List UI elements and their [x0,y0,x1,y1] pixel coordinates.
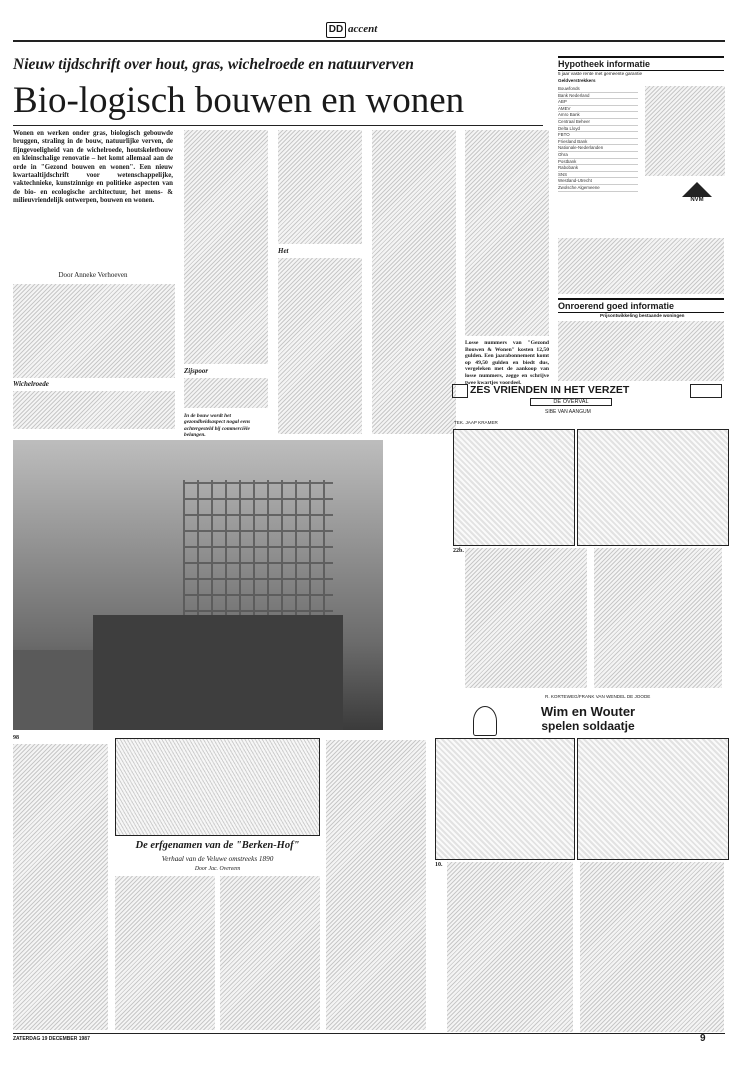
article-body-col2b [184,378,268,408]
story2-episode: 98 [13,735,19,741]
hypotheek-row-label: Centraal Beheer [558,118,590,124]
masthead-logo: DD accent [326,20,386,40]
hypotheek-row-label: ABP [558,99,567,105]
hypotheek-table [558,86,638,236]
hypotheek-row [558,93,638,100]
hypotheek-row [558,145,638,152]
footer-page-number: 9 [700,1033,706,1044]
comic2-panel-1 [435,738,575,860]
hypotheek-row-label: Bank Nederland [558,92,590,98]
comic2-header: R. KORTEWEG/FRANK VAN WENDEL DE JOODE [545,694,651,699]
hypotheek-row-label: AMEV [558,105,571,111]
hypotheek-notes [558,238,724,294]
subscription-quote: Losse nummers van "Gezond Bouwen & Wonen" kosten 12,50 gulden. Een jaarabonnement komt op 49,50 gulden en biedt dus, vergeleken met de aankoop van losse nummers, zegge en schrijve twee kwartjes voordeel. [465,340,549,386]
onroerend-goed-title: Onroerend goed informatie [558,298,724,313]
hypotheek-title: Hypotheek informatie [558,56,724,71]
comic2-text-left [447,862,573,1032]
story2-subtitle: Verhaal van de Veluwe omstreeks 1890 [161,855,274,863]
comic1-text-left [465,548,587,688]
comic2-banner [473,700,727,736]
hypotheek-row-label: Nationale-Nederlanden [558,145,604,151]
masthead-rule [13,40,725,42]
hypotheek-row-label: Postbank [558,158,577,164]
hypotheek-row-label: Bouwfonds [558,86,580,91]
hypotheek-row-label: SNS [558,171,568,177]
hypotheek-row [558,152,638,159]
hypotheek-col-head: Geldverstrekkers [558,78,596,83]
article-body-col5 [465,130,549,336]
article-lead: Wonen en werken onder gras, biologisch gebouwde bruggen, straling in de bouw, natuurlijke verven, de fijngevoeligheid van de wichelroede, houtskeletbouw en kleinschalige renovatie – het komt allemaal aan de orde in "Gezond bouwen en wonen". Een nieuw kwartaaltijdschrift voor wetenschappelijke, vaktechnieke, kunstzinnige en politieke aspecten van de bio- en ecologische architectuur, het mens- & milieuvriendelijk ontwerpen, bouwen en wonen. [13,130,173,205]
hypotheek-row [558,159,638,166]
hypotheek-row [558,86,638,93]
comic2-banner-figure [473,706,497,736]
footer-date: ZATERDAG 19 DECEMBER 1987 [13,1036,90,1042]
comic1-title: ZES VRIENDEN IN HET VERZET [470,384,630,396]
subhead-zijspoor: Zijspoor [184,367,209,375]
comic1-title-icon [452,384,468,398]
headline-rule [13,125,543,126]
hypotheek-row [558,178,638,185]
story2-col1 [13,744,108,1030]
house-left [13,650,93,730]
comic2-panel-2 [577,738,729,860]
article-body-col3b [278,258,362,434]
story2-byline: Door Jac. Overeem [194,866,241,872]
comic1-panel-1 [453,429,575,546]
hypotheek-row [558,185,638,192]
hypotheek-row-label: Westland-Utrecht [558,178,592,184]
comic2-title-line2: spelen soldaatje [541,719,635,733]
hypotheek-row-label: Friesland Bank [558,138,588,144]
comic2-title-line1: Wim en Wouter [540,704,636,719]
onroerend-goed-subtitle: Prijsontwikkeling bestaande woningen [600,313,685,318]
hypotheek-row-label: FBTO [558,132,570,138]
comic1-episode: 22b. [453,548,464,554]
article-body-col4 [372,130,456,434]
comic1-author: SIBE VAN AANGUM [545,409,591,415]
hypotheek-table-right [645,86,725,176]
article-body-col3 [278,130,362,244]
onroerend-goed-table [558,321,724,381]
houses [93,615,343,730]
article-body-col1b [13,391,175,429]
hypotheek-row [558,112,638,119]
hypotheek-row [558,126,638,133]
subhead-wichelroede: Wichelroede [13,380,49,388]
footer-rule [13,1033,725,1034]
comic2-text-right [580,862,724,1032]
comic1-text-right [594,548,722,688]
hypotheek-row-label: Delta Lloyd [558,125,580,131]
building-photo [13,440,383,730]
hypotheek-row-label: Rabobank [558,165,579,171]
nvm-logo [682,182,712,208]
hypotheek-row-label: Ohra [558,151,568,157]
subhead-het: Het [278,247,289,255]
hypotheek-row [558,99,638,106]
hypotheek-row-label: Zwolsche Algemeene [558,184,600,190]
article-headline: Bio-logisch bouwen en wonen [13,80,465,121]
hypotheek-row [558,139,638,146]
story2-col2 [115,876,215,1030]
story2-title: De erfgenamen van de "Berken-Hof" [135,840,300,851]
comic1-title-icon-right [690,384,722,398]
comic1-credit: TEK. JAAP KRAMER [454,420,498,425]
hypotheek-row [558,165,638,172]
photo-caption: In de bouw wordt het gezondheidsaspect nogal eens achtergesteld bij commerciële belangen. [184,413,251,439]
hypotheek-subtitle: 5 jaar vaste rente met gemeente garantie [558,71,643,76]
hypotheek-row-label: Amro Bank [558,112,580,118]
article-body-col2 [184,130,268,364]
hypotheek-row [558,132,638,139]
comic2-episode: 10. [435,862,443,868]
comic1-subtitle: DE OVERVAL [530,398,612,406]
nvm-label: NVM [690,197,704,203]
masthead-logo-text: accent [348,23,378,35]
story2-col3 [220,876,320,1030]
hypotheek-row [558,119,638,126]
article-kicker: Nieuw tijdschrift over hout, gras, wichelroede en natuurverven [13,56,414,73]
story2-illustration [115,738,320,836]
story2-col4 [326,740,426,1030]
article-body-col1 [13,284,175,378]
hypotheek-row [558,106,638,113]
article-byline: Door Anneke Verhoeven [58,271,128,279]
comic1-panel-2 [577,429,729,546]
hypotheek-row [558,172,638,179]
